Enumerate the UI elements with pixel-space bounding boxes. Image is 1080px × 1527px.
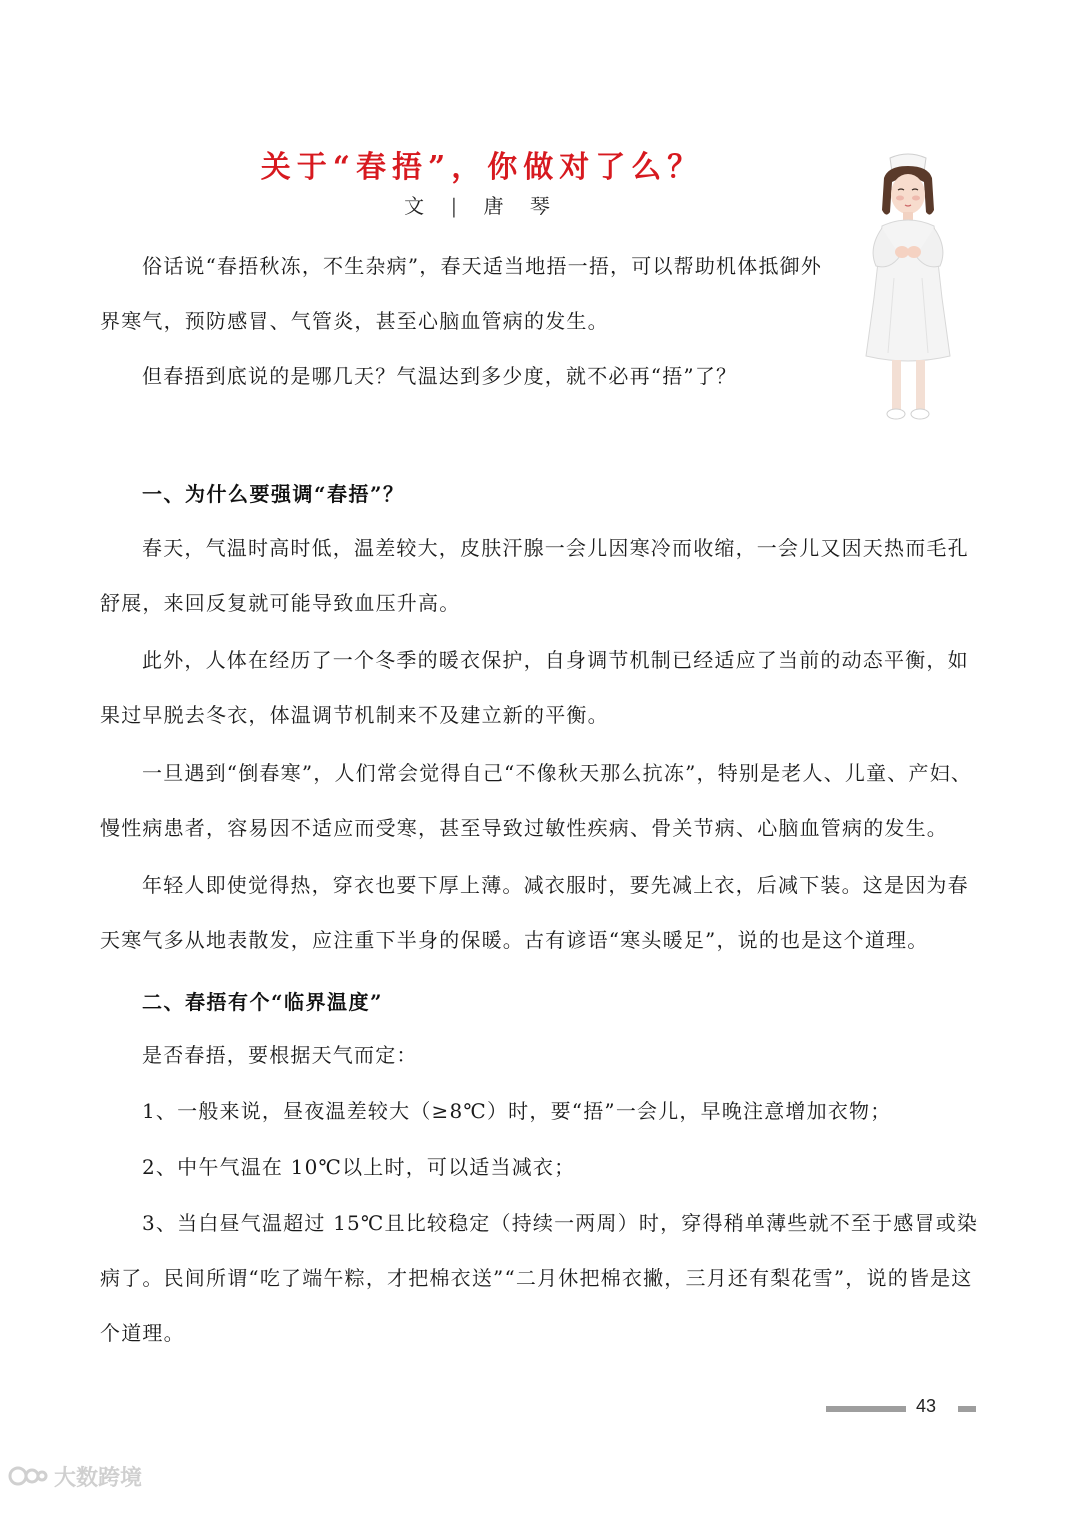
section-2-paragraph: 1、一般来说，昼夜温差较大（≥8℃）时，要“捂”一会儿，早晚注意增加衣物； — [142, 1099, 892, 1123]
nurse-illustration — [838, 148, 978, 433]
byline-author: 唐 琴 — [483, 194, 560, 218]
intro-paragraph-2: 但春捂到底说的是哪几天？气温达到多少度，就不必再“捂”了？ — [142, 364, 738, 388]
section-2-paragraph: 3、当白昼气温超过 15℃且比较稳定（持续一两周）时，穿得稍单薄些就不至于感冒或染病了。民间所谓“吃了端午粽，才把棉衣送”“二月休把棉衣撇，三月还有梨花雪”，说的皆是这个道理。 — [100, 1211, 979, 1345]
section-2-paragraph: 是否春捂，要根据天气而定： — [142, 1043, 418, 1067]
page-number: 43 — [916, 1396, 937, 1416]
section-2-heading: 二、春捂有个“临界温度” — [142, 990, 384, 1014]
byline-prefix: 文 — [404, 194, 435, 218]
watermark — [8, 1456, 142, 1496]
section-1-paragraph: 年轻人即使觉得热，穿衣也要下厚上薄。减衣服时，要先减上衣，后减下装。这是因为春天寒气多从地表散发，应注重下半身的保暖。古有谚语“寒头暖足”，说的也是这个道理。 — [100, 873, 969, 952]
byline-separator: | — [450, 194, 468, 218]
byline — [0, 190, 964, 219]
article-title: 关于“春捂”，你做对了么？ — [260, 150, 704, 185]
section-1-paragraph: 一旦遇到“倒春寒”，人们常会觉得自己“不像秋天那么抗冻”，特别是老人、儿童、产妇、慢性病患者，容易因不适应而受寒，甚至导致过敏性疾病、骨关节病、心脑血管病的发生。 — [100, 761, 973, 840]
section-1-heading: 一、为什么要强调“春捂”？ — [142, 482, 405, 506]
watermark-logo-icon — [8, 1462, 48, 1490]
section-2-paragraph: 2、中午气温在 10℃以上时，可以适当减衣； — [142, 1155, 576, 1179]
section-1-paragraph: 此外，人体在经历了一个冬季的暖衣保护，自身调节机制已经适应了当前的动态平衡，如果过早脱去冬衣，体温调节机制来不及建立新的平衡。 — [100, 648, 969, 727]
footer-bar-left — [826, 1406, 906, 1412]
intro-paragraph-1: 俗话说“春捂秋冻，不生杂病”，春天适当地捂一捂，可以帮助机体抵御外界寒气，预防感冒、气管炎，甚至心脑血管病的发生。 — [100, 254, 823, 333]
footer-bar-right — [958, 1406, 976, 1412]
watermark-text: 大数跨境 — [54, 1465, 143, 1491]
section-1-paragraph: 春天，气温时高时低，温差较大，皮肤汗腺一会儿因寒冷而收缩，一会儿又因天热而毛孔舒展，来回反复就可能导致血压升高。 — [100, 536, 969, 615]
